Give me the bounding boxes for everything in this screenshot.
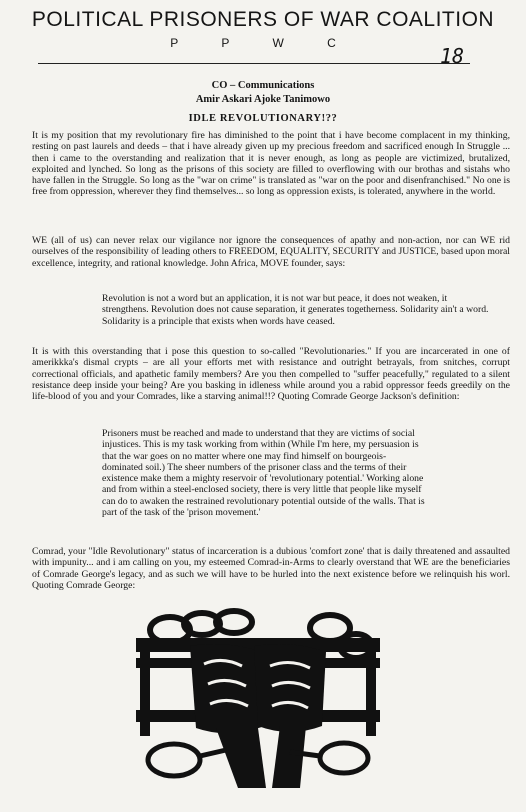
paragraph-3: It is with this overstanding that i pose this question to so-called "Revolutionaries." If you are incarcerated in one of amerikkka's dismal crypts – are all your efforts met with resistance and outright betrayals, from snitches, corrupt correctional officials, and apathetic family members? Are you then compelled to "suffer peacefully," regulated to a silent resistance deep inside your being? Are you basking in idleness while around you a rabid oppressor feeds greedily on the life-blood of you and your Comrades, like a starving animal!!? Quoting Comrade George Jackson's definition: [32,346,510,403]
page-number: 18 [440,44,465,68]
department-line: CO – Communications [211,80,315,91]
author-line: Amir Askari Ajoke Tanimowo [195,94,331,105]
header-rule [38,63,470,64]
shackled-fists-illustration [130,600,386,790]
paragraph-2: WE (all of us) can never relax our vigilance nor ignore the consequences of apathy and non-action, nor can WE rid ourselves of the responsibility of leading others to FREEDOM, EQUALITY, SECURITY and JUSTICE, based upon moral excellence, integrity, and rational knowledge. John Africa, MOVE founder, says: [32,235,510,269]
quote-john-africa: Revolution is not a word but an application, it is not war but peace, it does not weaken, it strengthens. Revolution does not cause separation, it generates togetherness. Solidarity ain't a word. Solidarity is a principle that exists when words have ceased. [102,293,489,327]
raised-fists-icon [190,644,326,788]
organization-title: POLITICAL PRISONERS OF WAR COALITION [31,8,495,31]
paragraph-4: Comrad, your "Idle Revolutionary" status of incarceration is a dubious 'comfort zone' that is daily threatened and assaulted with impunity... and i am calling on you, my esteemed Comrad-in-Arms to clearly overstand that WE are the beneficiaries of Comrade George's legacy, and as such we will have to be hurled into the next existence before we relinquish his worl. Quoting Comrade George: [32,546,510,591]
quote-george-jackson: Prisoners must be reached and made to understand that they are victims of social injustices. This is my task working from within (While I'm here, my persuasion is that the war goes on no matter where one may find himself on bourgeois-dominated soil.) The sheer numbers of the prisoner class and the terms of their existence make them a mighty reservoir of 'revolutionary potential.' Working alone and from within a steel-enclosed society, there is very little that people like myself can do to awaken the restrained revolutionary potential outside of the walls. That is part of the task of the 'prison movement.' [102,428,425,519]
organization-abbreviation: P P W C [170,36,356,50]
paragraph-1: It is my position that my revolutionary fire has diminished to the point that i have become complacent in my thinking, resting on past laurels and deeds – that i have already given up my precious freedom and sacrificed enough In Struggle ... then i came to the overstanding and realization that it is never enough, as long as people are victimized, brutalized, exploited and lynched. So long as the prisons of this society are filled to overflowing with our brothas and sistahs who have fallen in the Struggle. So long as the "war on crime" is translated as "war on the poor and disenfranchised." No one is free from oppression, wherever they find themselves... so long as oppression exists, is tolerated, anywhere in the world. [32,130,510,198]
article-title: IDLE REVOLUTIONARY!?? [188,113,338,124]
